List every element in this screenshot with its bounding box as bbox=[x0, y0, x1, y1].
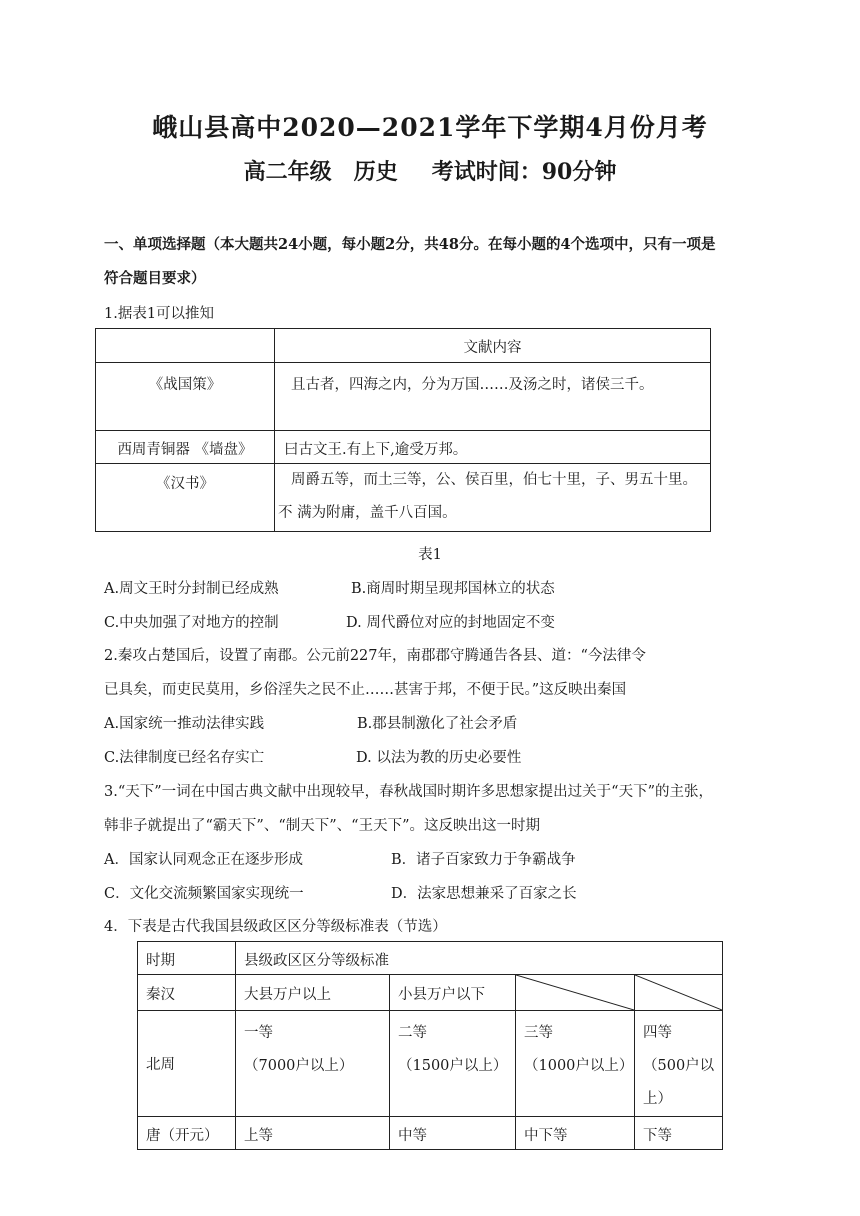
table-header-cell: 文献内容 bbox=[275, 329, 711, 363]
table-row bbox=[96, 329, 711, 363]
table-cell: 下等 bbox=[635, 1117, 723, 1150]
table-row bbox=[96, 464, 711, 532]
q3-option-d: D．法家思想兼采了百家之长 bbox=[391, 886, 577, 902]
grade-threshold: （1500户以上） bbox=[398, 1058, 508, 1074]
q1-option-c: C.中央加强了对地方的控制 bbox=[104, 615, 279, 631]
q1-table-caption: 表1 bbox=[418, 547, 442, 563]
table-cell: 中等 bbox=[390, 1117, 516, 1150]
table-cell-content bbox=[275, 464, 711, 532]
q3-stem: 3.“天下”一词在中国古典文献中出现较早，春秋战国时期许多思想家提出过关于“天下”的主张， bbox=[104, 784, 713, 800]
q3-option-a: A．国家认同观念正在逐步形成 bbox=[104, 852, 303, 868]
grade-threshold: （1000户以上） bbox=[524, 1058, 634, 1074]
q2-option-c: C.法律制度已经名存实亡 bbox=[104, 750, 265, 766]
diagonal-line bbox=[635, 975, 722, 1010]
content-line: 周爵五等，而土三等，公、侯百里，伯七十里，子、男五十里。 bbox=[291, 472, 697, 488]
section-heading-cont: 符合题目要求） bbox=[104, 270, 206, 287]
table-cell: 小县万户以下 bbox=[390, 975, 516, 1011]
table-cell-period: 唐（开元） bbox=[138, 1117, 236, 1150]
subject-label: 历史 bbox=[353, 159, 398, 185]
q3-stem-cont: 韩非子就提出了“霸天下”、“制天下”、“王天下”。这反映出这一时期 bbox=[104, 818, 540, 834]
table-header-cell bbox=[96, 329, 275, 363]
q4-table bbox=[137, 941, 723, 1150]
table-row bbox=[138, 1117, 723, 1150]
grade-label: 四等 bbox=[643, 1025, 672, 1041]
table-cell-source: 《汉书》 bbox=[96, 464, 275, 532]
diagonal-line bbox=[516, 975, 634, 1010]
grade-threshold: （500户以上） bbox=[643, 1058, 715, 1107]
table-cell bbox=[635, 1011, 723, 1117]
q1-option-d: D. 周代爵位对应的封地固定不变 bbox=[346, 615, 555, 631]
section-heading: 一、单项选择题（本大题共24小题，每小题2分，共48分。在每小题的4个选项中，只有一项是 bbox=[104, 236, 716, 253]
table-cell-content: 且古者，四海之内，分为万国……及汤之时，诸侯三千。 bbox=[275, 363, 711, 431]
table-row bbox=[96, 431, 711, 464]
q2-option-a: A.国家统一推动法律实践 bbox=[104, 716, 265, 732]
exam-time: 考试时间：90分钟 bbox=[431, 159, 617, 185]
q2-stem: 2.秦攻占楚国后，设置了南郡。公元前227年，南郡郡守腾通告各县、道：“今法律令 bbox=[104, 648, 646, 664]
table-cell: 中下等 bbox=[516, 1117, 635, 1150]
table-cell-source: 《战国策》 bbox=[96, 363, 275, 431]
q1-option-b: B.商周时期呈现邦国林立的状态 bbox=[351, 581, 555, 597]
table-row bbox=[138, 975, 723, 1011]
grade-threshold: （7000户以上） bbox=[244, 1058, 354, 1074]
table-cell-period: 秦汉 bbox=[138, 975, 236, 1011]
q1-option-a: A.周文王时分封制已经成熟 bbox=[104, 581, 279, 597]
table-cell-period: 时期 bbox=[138, 942, 236, 975]
grade-label: 三等 bbox=[524, 1025, 553, 1041]
grade-label: 一等 bbox=[244, 1025, 273, 1041]
table-row bbox=[138, 1011, 723, 1117]
table-cell-empty-diagonal bbox=[516, 975, 635, 1011]
q4-stem: 4．下表是古代我国县级政区区分等级标准表（节选） bbox=[104, 919, 447, 935]
table-cell-content: 曰古文王.有上下,逾受万邦。 bbox=[275, 431, 711, 464]
q3-option-b: B．诸子百家致力于争霸战争 bbox=[391, 852, 576, 868]
table-cell: 上等 bbox=[236, 1117, 390, 1150]
content-line: 不 满为附庸，盖千八百国。 bbox=[278, 505, 457, 521]
table-row bbox=[96, 363, 711, 431]
q3-option-c: C．文化交流频繁国家实现统一 bbox=[104, 886, 304, 902]
table-cell-source: 西周青铜器 《墙盘》 bbox=[96, 431, 275, 464]
table-cell-standard: 县级政区区分等级标准 bbox=[236, 942, 723, 975]
q2-option-d: D. 以法为教的历史必要性 bbox=[356, 750, 522, 766]
table-cell: 大县万户以上 bbox=[236, 975, 390, 1011]
table-cell bbox=[390, 1011, 516, 1117]
q2-option-b: B.郡县制激化了社会矛盾 bbox=[357, 716, 518, 732]
q2-stem-cont: 已具矣，而吏民莫用，乡俗淫失之民不止……甚害于邦，不便于民。”这反映出秦国 bbox=[104, 682, 627, 698]
grade-label: 高二年级 bbox=[243, 159, 332, 185]
table-row bbox=[138, 942, 723, 975]
table-cell bbox=[236, 1011, 390, 1117]
page-title: 峨山县高中2020—2021学年下学期4月份月考 bbox=[152, 113, 708, 142]
table-cell bbox=[516, 1011, 635, 1117]
grade-label: 二等 bbox=[398, 1025, 427, 1041]
page-subtitle bbox=[0, 155, 860, 186]
table-cell-empty-diagonal bbox=[635, 975, 723, 1011]
table-cell-period: 北周 bbox=[138, 1011, 236, 1117]
q1-stem: 1.据表1可以推知 bbox=[104, 306, 215, 322]
q1-table bbox=[95, 328, 711, 532]
